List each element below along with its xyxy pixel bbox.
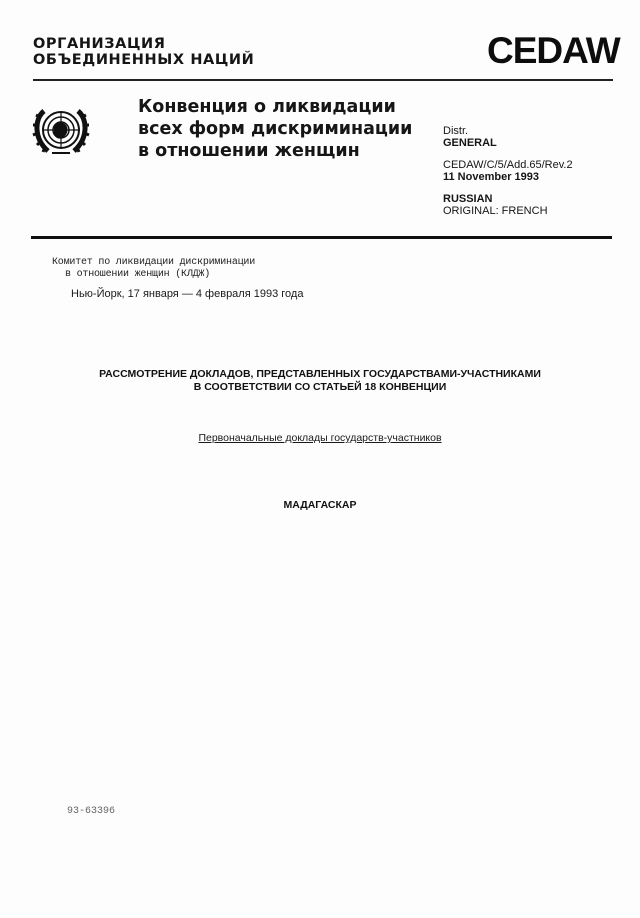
- convention-title: [138, 96, 412, 162]
- document-number: 93-63396: [67, 806, 116, 817]
- agenda-heading-line-1: РАССМОТРЕНИЕ ДОКЛАДОВ, ПРЕДСТАВЛЕННЫХ ГОСУДАРСТВАМИ-УЧАСТНИКАМИ: [99, 368, 541, 380]
- organization-name: [33, 36, 254, 68]
- un-emblem-icon: [30, 103, 92, 157]
- distribution-value: GENERAL: [443, 137, 497, 149]
- convention-title-line-2: всех форм дискриминации: [138, 119, 413, 139]
- session-info: Нью-Йорк, 17 января — 4 февраля 1993 года: [71, 288, 304, 300]
- document-symbol: CEDAW/C/5/Add.65/Rev.2: [443, 159, 573, 171]
- committee-name: [52, 257, 255, 281]
- organization-line-2: ОБЪЕДИНЕННЫХ НАЦИЙ: [33, 52, 255, 68]
- document-language: RUSSIAN: [443, 193, 493, 205]
- organization-line-1: ОРГАНИЗАЦИЯ: [33, 36, 166, 52]
- convention-title-line-1: Конвенция о ликвидации: [138, 97, 396, 117]
- report-subheading: Первоначальные доклады государств-участников: [198, 432, 442, 444]
- document-date: 11 November 1993: [443, 171, 540, 183]
- convention-title-line-3: в отношении женщин: [138, 141, 360, 161]
- distribution-label: Distr.: [443, 125, 469, 137]
- meta-divider: [31, 236, 612, 239]
- header-divider: [33, 79, 613, 81]
- series-code: CEDAW: [487, 30, 620, 71]
- committee-line-1: Комитет по ликвидации дискриминации: [52, 257, 256, 268]
- agenda-heading: [60, 368, 580, 394]
- original-language: ORIGINAL: FRENCH: [443, 205, 548, 217]
- committee-line-2: в отношении женщин (КЛДЖ): [65, 269, 211, 280]
- document-meta: [443, 125, 573, 227]
- agenda-heading-line-2: В СООТВЕТСТВИИ СО СТАТЬЕЙ 18 КОНВЕНЦИИ: [193, 381, 447, 393]
- country-name: МАДАГАСКАР: [283, 499, 357, 511]
